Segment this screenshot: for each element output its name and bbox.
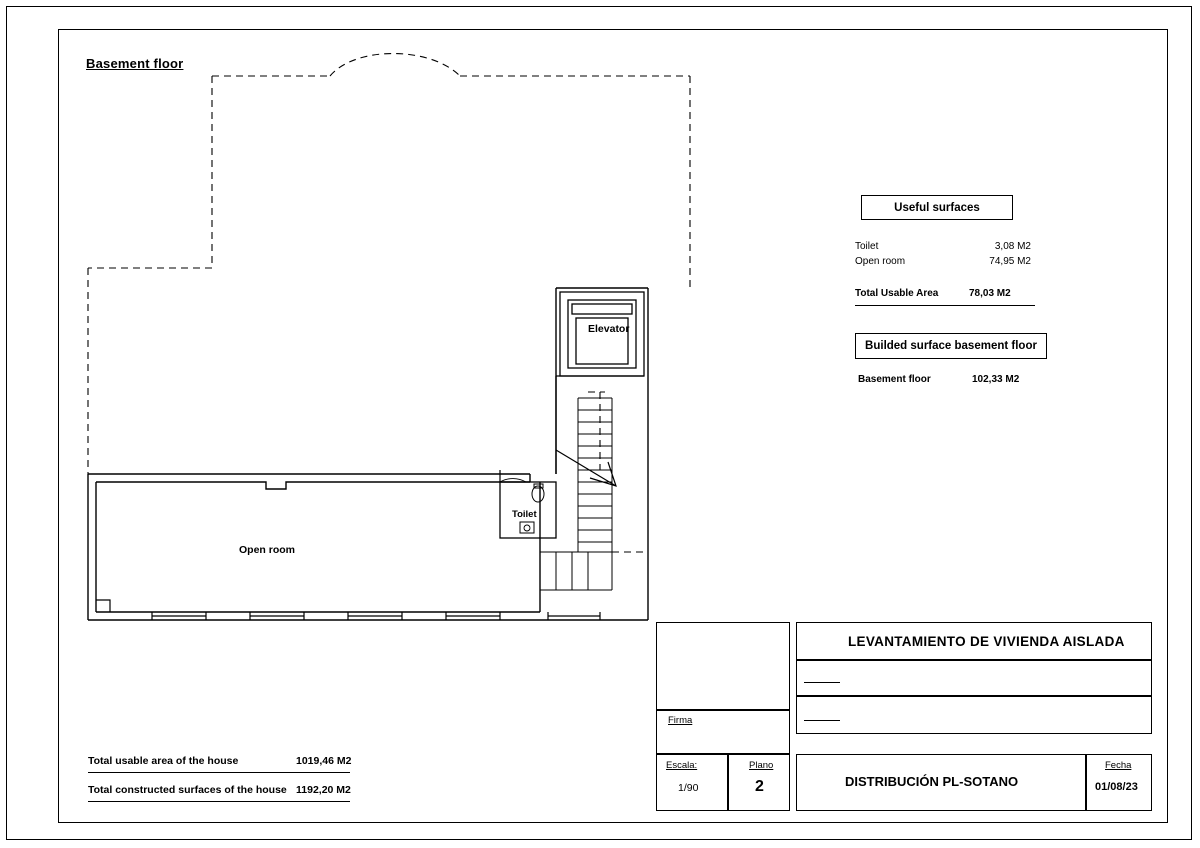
plan-label-elevator: Elevator <box>588 323 630 335</box>
builded-surface-title: Builded surface basement floor <box>855 333 1047 359</box>
useful-surface-name: Open room <box>855 256 906 267</box>
titleblock-logo-cell <box>656 622 790 710</box>
plan-label-open-room: Open room <box>239 544 296 556</box>
titleblock-author-cell <box>796 660 1152 696</box>
fecha-label: Fecha <box>1105 760 1132 771</box>
house-usable-label: Total usable area of the house <box>88 755 239 767</box>
project-title: LEVANTAMIENTO DE VIVIENDA AISLADA <box>848 634 1125 649</box>
escala-value: 1/90 <box>678 782 699 794</box>
house-totals-rule <box>88 772 350 773</box>
useful-surfaces-title: Useful surfaces <box>861 195 1013 220</box>
house-usable-value: 1019,46 M2 <box>296 755 352 767</box>
useful-surface-value: 74,95 M2 <box>989 256 1031 267</box>
firma-label: Firma <box>668 715 693 726</box>
plano-label: Plano <box>749 760 774 771</box>
floor-title: Basement floor <box>86 56 184 71</box>
plan-label-toilet: Toilet <box>512 509 537 520</box>
useful-surface-value: 3,08 M2 <box>994 241 1031 252</box>
useful-surfaces-rule <box>855 305 1035 306</box>
drawing-title: DISTRIBUCIÓN PL-SOTANO <box>845 774 1019 789</box>
total-usable-area-label: Total Usable Area <box>855 288 939 299</box>
house-constructed-value: 1192,20 M2 <box>296 784 351 796</box>
house-totals-rule-2 <box>88 801 350 802</box>
fecha-value: 01/08/23 <box>1095 781 1138 793</box>
escala-label: Escala: <box>666 760 698 771</box>
author-line <box>804 682 840 683</box>
house-constructed-label: Total constructed surfaces of the house <box>88 784 287 796</box>
author-line-2 <box>804 720 840 721</box>
builded-surface-row-value: 102,33 M2 <box>972 374 1020 385</box>
useful-surface-name: Toilet <box>855 241 879 252</box>
total-usable-area-value: 78,03 M2 <box>969 288 1011 299</box>
plano-value: 2 <box>755 778 764 795</box>
titleblock-author-cell-2 <box>796 696 1152 734</box>
builded-surface-row-label: Basement floor <box>858 374 931 385</box>
